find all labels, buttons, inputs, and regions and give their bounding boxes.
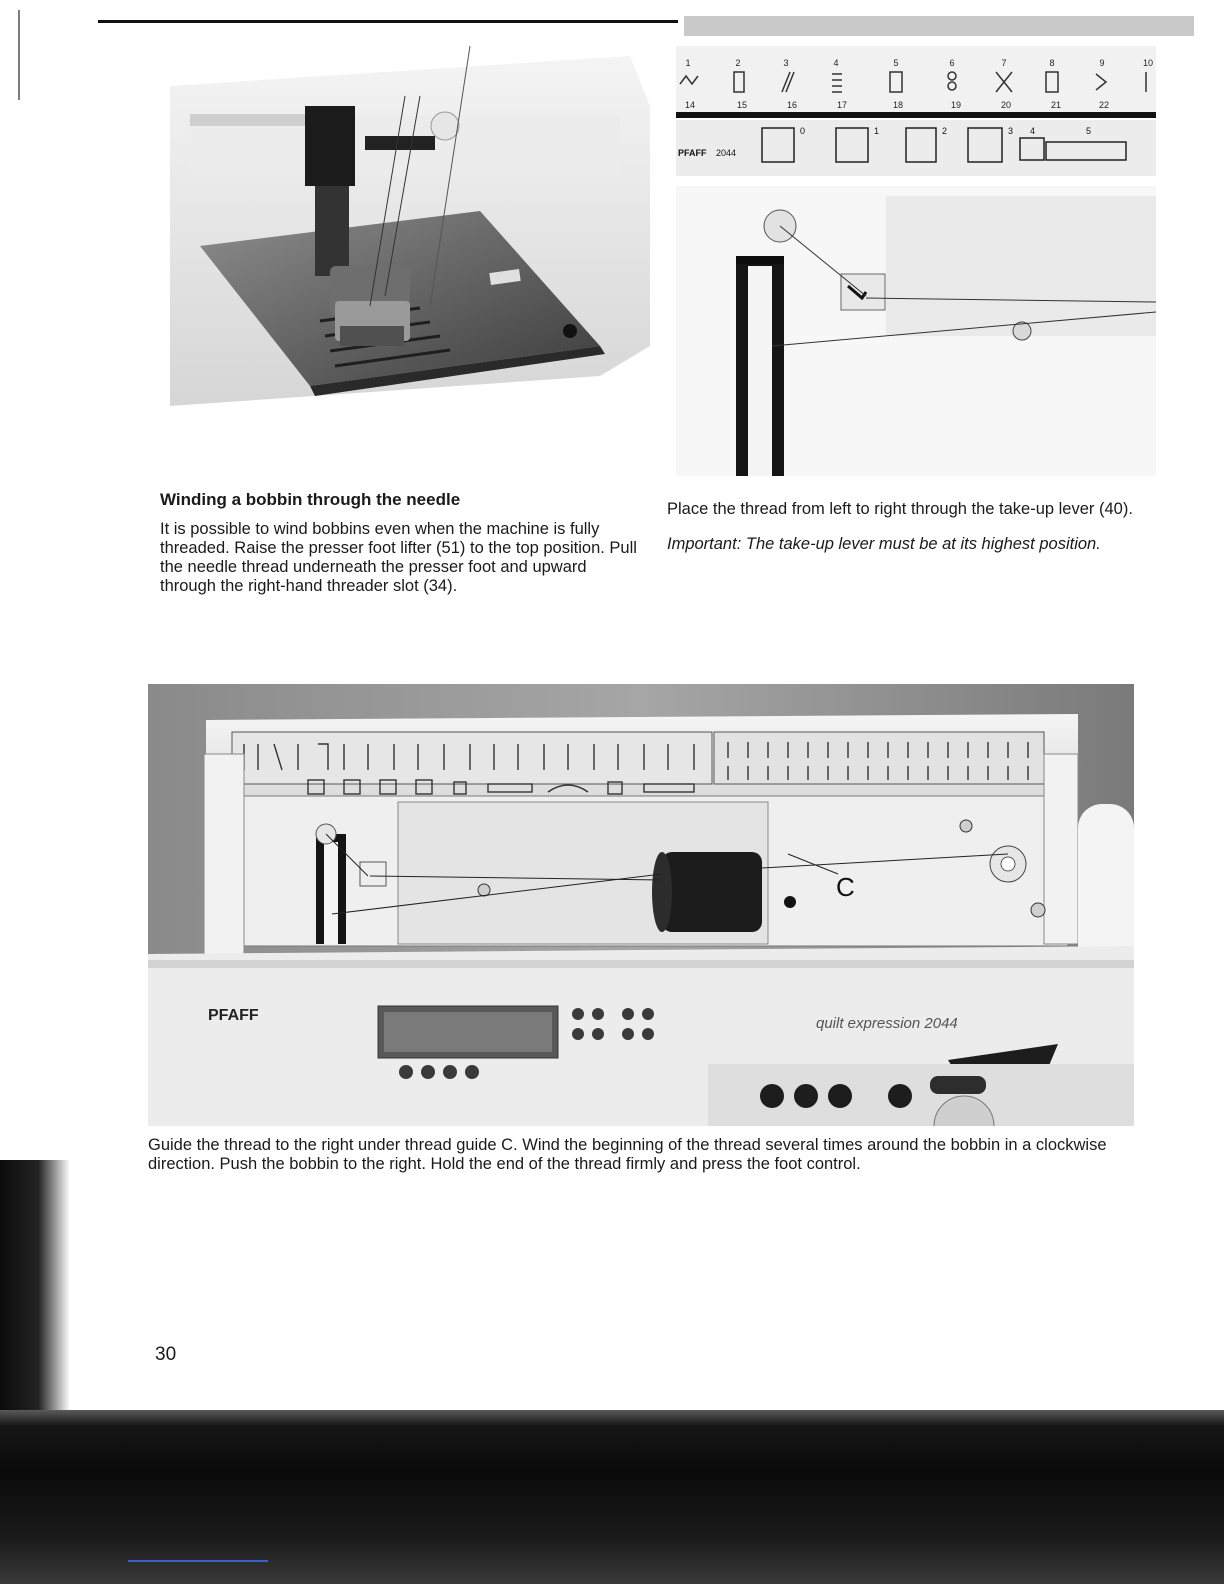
take-up-lever-photo (676, 46, 1156, 476)
stitch-number-6: 6 (949, 58, 955, 68)
stitch-number-16: 16 (786, 100, 798, 110)
stitch-number-22: 22 (1098, 100, 1110, 110)
scan-shadow-bottom (0, 1410, 1224, 1584)
foot-number-0: 0 (800, 126, 806, 136)
scan-edge-mark (128, 1560, 268, 1562)
stitch-number-10: 10 (1142, 58, 1154, 68)
thread-guide-c-label: C (836, 872, 855, 902)
stitch-number-19: 19 (950, 100, 962, 110)
right-paragraph: Place the thread from left to right through the take-up lever (40). (667, 500, 1133, 518)
stitch-number-5: 5 (893, 58, 899, 68)
stitch-number-9: 9 (1099, 58, 1105, 68)
stitch-number-7: 7 (1001, 58, 1007, 68)
right-text-column (667, 500, 1147, 554)
page-number: 30 (155, 1344, 177, 1365)
foot-number-2: 2 (942, 126, 948, 136)
foot-number-1: 1 (874, 126, 880, 136)
header-rule (98, 20, 678, 23)
stitch-number-1: 1 (685, 58, 691, 68)
stitch-number-15: 15 (736, 100, 748, 110)
stitch-number-20: 20 (1000, 100, 1012, 110)
machine-model-label: quilt expression 2044 (816, 1015, 958, 1032)
stitch-number-18: 18 (892, 100, 904, 110)
header-band (684, 16, 1194, 36)
stitch-number-17: 17 (836, 100, 848, 110)
foot-number-4: 4 (1030, 126, 1036, 136)
page-edge-rule (18, 10, 20, 100)
foot-number-5: 5 (1086, 126, 1092, 136)
needle-presser-foot-photo (160, 46, 650, 426)
machine-brand-label: PFAFF (208, 1007, 259, 1024)
right-note: Important: The take-up lever must be at its highest position. (667, 535, 1101, 553)
machine-bobbin-winding-photo (148, 684, 1134, 1126)
stitch-number-8: 8 (1049, 58, 1055, 68)
left-text-column (160, 490, 640, 596)
stitch-number-14: 14 (684, 100, 696, 110)
section-title: Winding a bobbin through the needle (160, 490, 461, 509)
stitch-number-21: 21 (1050, 100, 1062, 110)
stitch-number-3: 3 (783, 58, 789, 68)
panel-brand-label: PFAFF (678, 148, 707, 158)
stitch-number-2: 2 (735, 58, 741, 68)
left-paragraph: It is possible to wind bobbins even when the machine is fully threaded. Raise the presser foot lifter (51) to the top position. Pull the needle thread underneath the presser foot and upward through the right-hand threader slot (34). (160, 520, 637, 595)
bottom-paragraph: Guide the thread to the right under thread guide C. Wind the beginning of the thread several times around the bobbin in a clockwise direction. Push the bobbin to the right. Hold the end of the thread firmly and press the foot control. (148, 1136, 1107, 1173)
panel-model-label: 2044 (716, 148, 737, 158)
foot-number-3: 3 (1008, 126, 1014, 136)
stitch-number-4: 4 (833, 58, 839, 68)
